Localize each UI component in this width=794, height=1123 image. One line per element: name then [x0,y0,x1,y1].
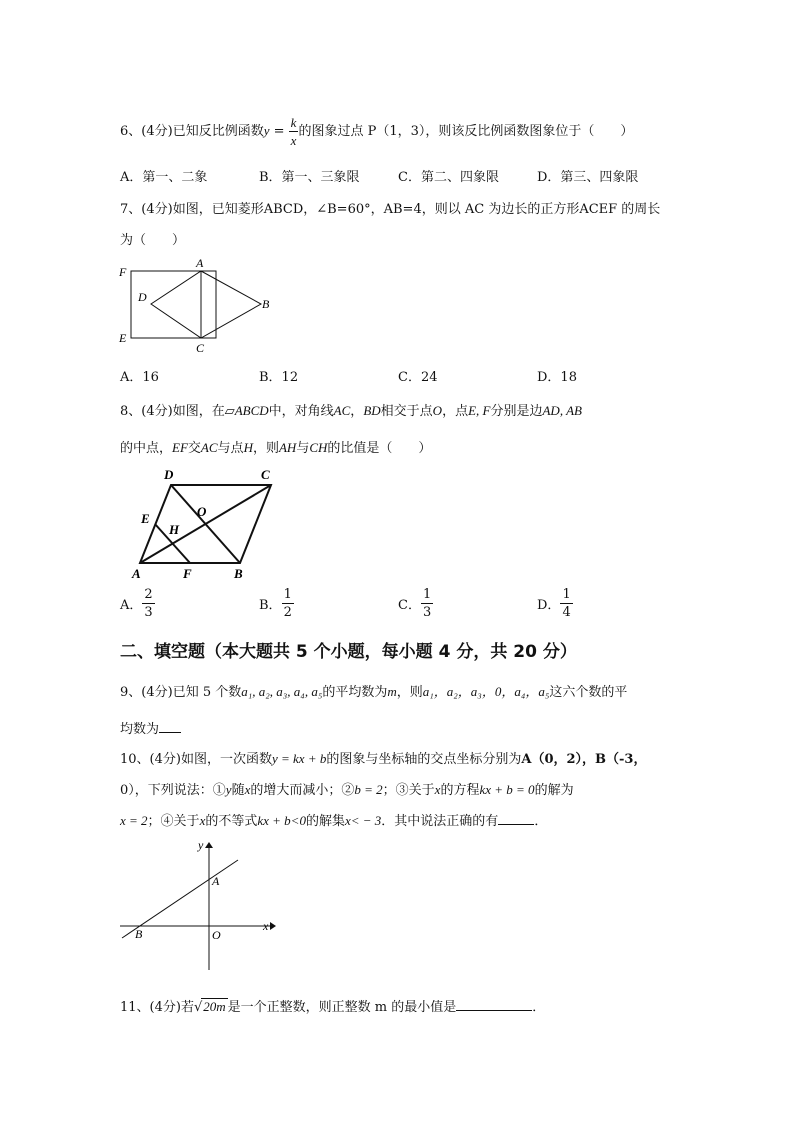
label-c: C [196,341,205,355]
label-e: E [119,331,127,345]
x-axis-arrow-icon [270,922,276,930]
q10-line1 [120,748,646,767]
q7-line2: 为（ ） [120,233,186,248]
q8-a-num: 2 [144,587,153,602]
q9-vars1: a₁, a₂, a₃, a₄, a₅ [241,684,323,699]
q11-t2: 是一个正整数，则正整数 m 的最小值是 [227,1000,457,1015]
q8-bd: BD [363,403,381,418]
q8-d-num: 1 [562,587,571,602]
q8-option-a[interactable] [120,588,155,619]
q9-answer-blank[interactable] [159,720,181,733]
q8-option-b-label: B． [259,598,282,613]
q10-answer-blank[interactable] [498,812,534,825]
q8-parallelogram: ▱ABCD [224,403,269,418]
q10-figure [112,838,282,978]
q9-t4: 这六个数的平 [549,685,628,700]
q6-text-b: 的图象过点 P（1，3），则该反比例函数图象位于（ ） [298,124,634,139]
q8-line1 [120,400,582,419]
q8-h: H [243,440,253,455]
q10-t11: 的解集 [305,814,345,829]
q10-t12: ．其中说法正确的有 [381,814,499,829]
q8-ef2: EF [172,440,188,455]
q6-frac-den: x [290,133,297,148]
q6-fraction [289,116,299,147]
q8-ef: E, F [468,403,491,418]
q6-text-a: 已知反比例函数 [172,124,264,139]
q8-option-d-frac [560,588,572,619]
q7-line1 [120,198,660,217]
label-b: B [234,566,243,581]
label-a: A [132,566,141,581]
q6-number: 6、(4分) [120,124,173,139]
q8-line2 [120,437,431,456]
q6-option-b[interactable]: B．第一、三象限 [259,170,360,185]
label-b: B [262,297,270,311]
q8-c-num: 1 [422,587,432,602]
q10-line2 [120,779,574,798]
q10-t9: ；④关于 [147,814,200,829]
q8-a-den: 3 [144,605,153,620]
q8-c-den: 3 [422,605,432,620]
q9-line1 [120,681,627,700]
q9-number: 9、(4分) [120,685,173,700]
q8-t10: ，则 [252,441,279,456]
q8-t4: 相交于点 [380,404,433,419]
q10-t3: 0），下列说法：① [120,783,226,798]
q8-t8: 交 [187,441,201,456]
q11-sqrt-sign-icon: √ [193,1000,203,1015]
q10-eqn: kx + b = 0 [479,782,535,797]
q10-x-eq-2: x = 2 [120,813,148,828]
square-acef [131,271,216,338]
q9-m: m [387,684,397,699]
q8-d-den: 4 [562,605,571,620]
q10-func: y = kx + b [271,751,327,766]
label-f: F [183,566,192,581]
label-e: E [141,511,150,526]
q10-t6: ；③关于 [382,783,435,798]
rhombus-abcd [151,271,261,338]
q6-option-a[interactable]: A．第一、二象 [120,170,208,185]
q10-beq: b = 2 [354,782,383,797]
q10-y: y [225,782,232,797]
q8-t12: 的比值是（ ） [327,441,432,456]
label-o: O [197,504,207,519]
q8-option-b-frac [282,588,294,619]
q9-vars2: a₁，a₂，a₃，0，a₄，a₅ [422,684,550,699]
q8-adab: AD, AB [542,403,582,418]
q10-number: 10、(4分) [120,752,181,767]
q10-ineq: kx + b<0 [257,813,306,828]
label-a: A [212,874,220,888]
q8-b-den: 2 [283,605,292,620]
q11-number: 11、(4分) [120,1000,181,1015]
q10-t2: 的图象与坐标轴的交点坐标分别为 [326,752,522,767]
q6-func-y: y [263,123,270,138]
label-y: y [198,838,204,852]
q8-option-d[interactable] [537,588,573,619]
diagonal-bd [171,485,240,563]
label-h: H [169,522,180,537]
q10-x: x [244,782,251,797]
q11-t1: 若 [180,1000,194,1015]
label-a: A [196,256,204,270]
section-2-title: 二、填空题（本大题共 5 个小题，每小题 4 分，共 20 分） [120,642,577,662]
label-c: C [261,467,270,482]
q8-option-a-label: A． [120,598,143,613]
q10-t7: 的方程 [440,783,480,798]
q9-t2: 的平均数为 [322,685,388,700]
q8-number: 8、(4分) [120,404,173,419]
q10-sol: x< − 3 [344,813,382,828]
q11-t3: ． [532,1000,546,1015]
label-b: B [135,927,143,941]
q8-ch: CH [309,440,328,455]
q7-text-1: 如图，已知菱形ABCD，∠B=60°，AB=4，则以 AC 为边长的正方形ACEF 的周长 [172,202,661,217]
q8-option-d-label: D． [537,598,561,613]
q8-t11: 与 [296,441,310,456]
q9-t3: ，则 [396,685,423,700]
q8-option-b[interactable] [259,588,294,619]
q7-number: 7、(4分) [120,202,173,217]
q10-t13: ． [534,814,548,829]
q10-t8: 的解为 [534,783,574,798]
q8-t1: 如图，在 [172,404,225,419]
q7-option-b[interactable]: B．12 [259,370,299,385]
label-o: O [212,928,221,942]
q9-t5: 均数为 [120,722,160,737]
q7-option-d[interactable]: D．18 [537,370,577,385]
q6-option-c[interactable]: C．第二、四象限 [398,170,499,185]
q6-line [120,116,633,147]
q6-frac-num: k [290,115,297,130]
q8-option-c-label: C． [398,598,421,613]
label-x: x [263,919,269,933]
q8-option-c-frac [421,588,433,619]
q8-t2: 中，对角线 [268,404,334,419]
q10-x2: x [434,782,441,797]
q8-o: O [432,403,443,418]
q9-t1: 已知 5 个数 [172,685,242,700]
q8-t7: 的中点， [120,441,173,456]
q10-t5: 的增大而减小；② [250,783,355,798]
q7-option-a[interactable]: A．16 [120,370,159,385]
q7-figure [116,256,276,356]
q8-t9: 与点 [217,441,244,456]
q10-t10: 的不等式 [205,814,258,829]
label-f: F [119,265,127,279]
q9-line2 [120,718,181,737]
q11-radicand: 20m [203,999,226,1014]
q8-ac2: AC [200,440,218,455]
q10-x3: x [199,813,206,828]
q10-t4: 随 [231,783,245,798]
q6-eq: = [269,124,289,139]
q8-option-c[interactable] [398,588,433,619]
q7-option-c[interactable]: C．24 [398,370,438,385]
q11-line [120,996,545,1015]
y-axis-arrow-icon [205,842,213,848]
q11-answer-blank[interactable] [456,998,532,1011]
q10-line3 [120,810,547,829]
q10-point-b: B（-3， [595,752,647,767]
q8-ac: AC [333,403,351,418]
q8-figure [128,463,288,583]
q6-option-d[interactable]: D．第三、四象限 [537,170,639,185]
q8-t3: ， [350,404,364,419]
q8-ah: AH [278,440,297,455]
label-d: D [138,290,147,304]
q8-t5: ，点 [442,404,469,419]
q10-point-a: A（0，2）， [521,752,596,767]
label-d: D [164,467,174,482]
q8-t6: 分别是边 [490,404,543,419]
q8-option-a-frac [142,588,154,619]
q8-b-num: 1 [283,587,292,602]
q10-t1: 如图，一次函数 [180,752,272,767]
